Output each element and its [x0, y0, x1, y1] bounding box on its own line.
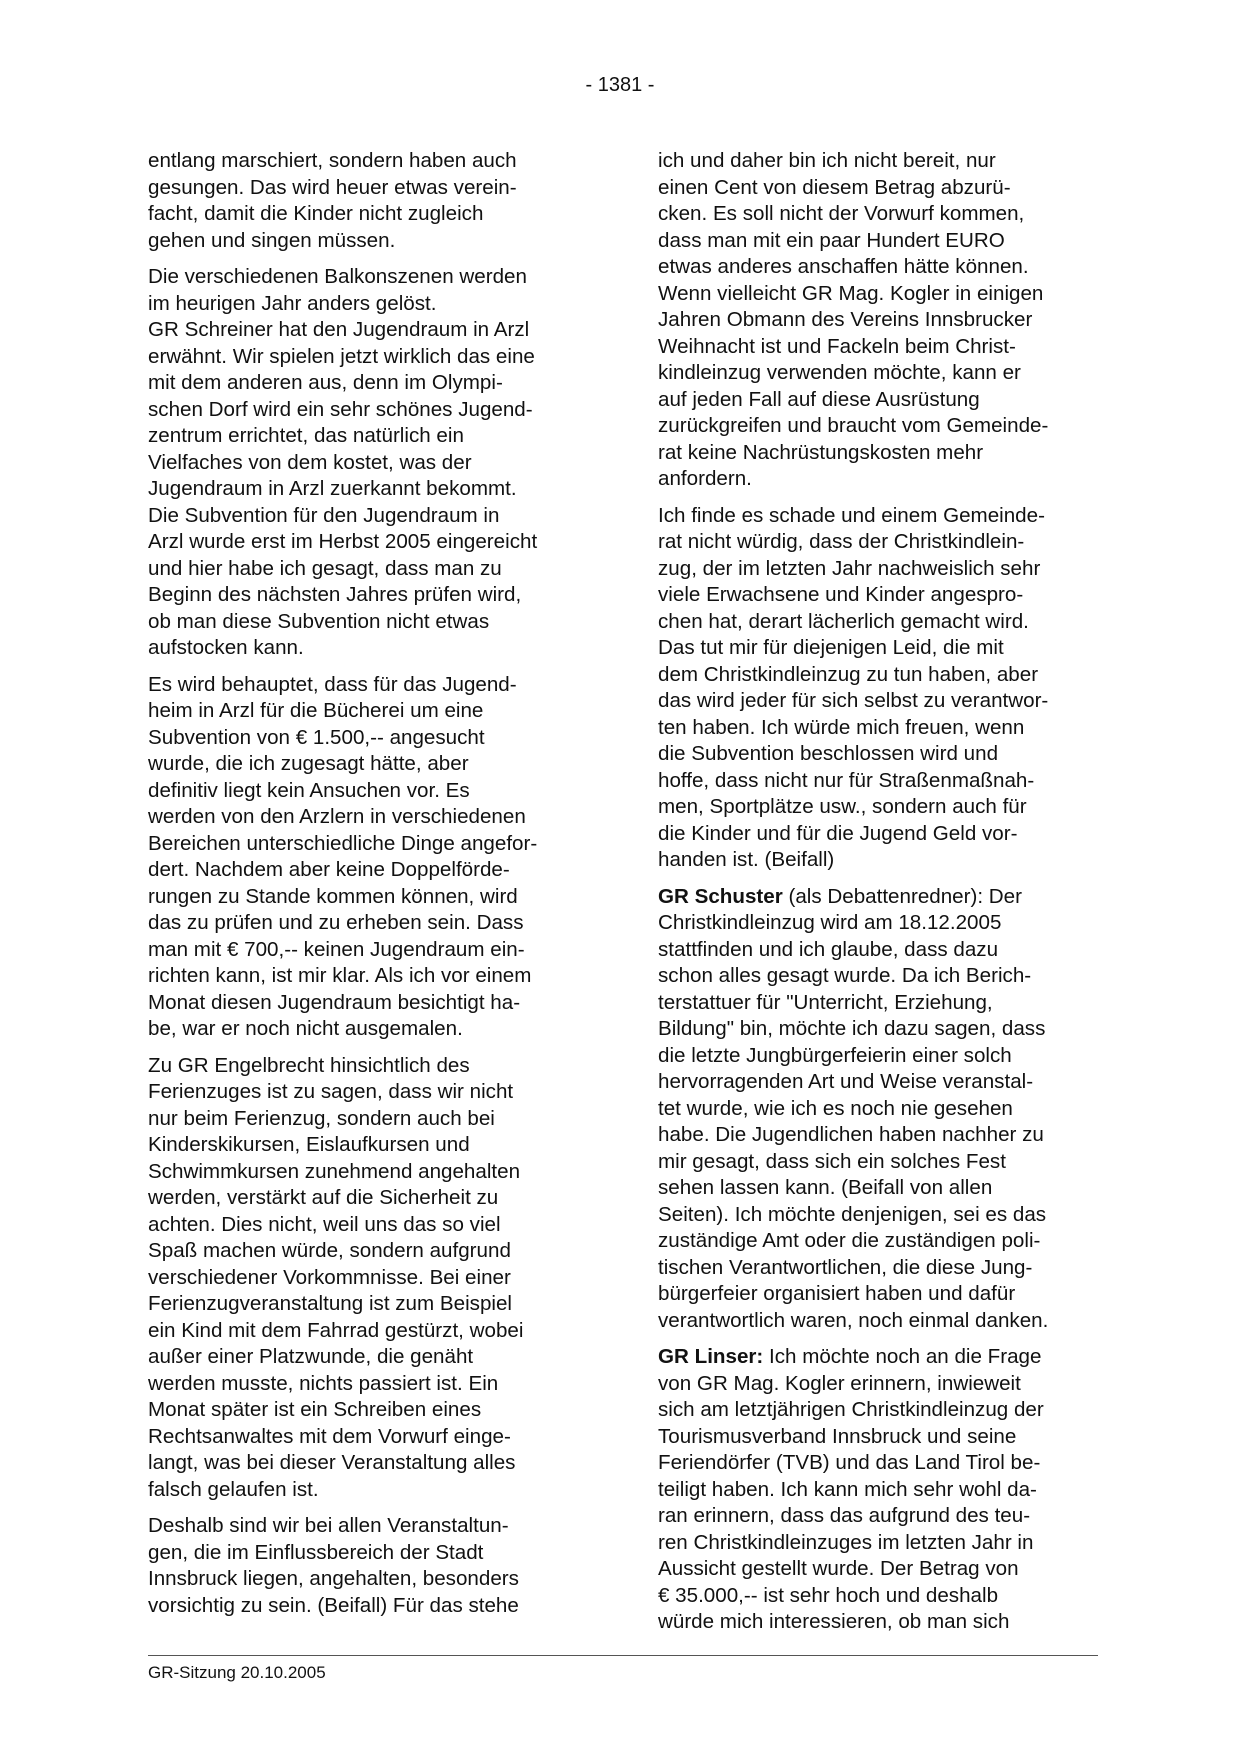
footer-divider [148, 1655, 1098, 1656]
right-text-column [658, 148, 1094, 1646]
paragraph: ich und daher bin ich nicht bereit, nur einen Cent von diesem Betrag abzurü- cken. Es soll nicht der Vorwurf kommen, dass man mit ein paar Hundert EURO etwas anderes anschaffen hätte können. Wenn vielleicht GR Mag. Kogler in einigen Jahren Obmann des Vereins Innsbrucker Weihnacht ist und Fackeln beim Christ- kindleinzug verwenden möchte, kann er auf jeden Fall auf diese Ausrüstung zurückgreifen und braucht vom Gemeinde- rat keine Nachrüstungskosten mehr anfordern. [658, 149, 1049, 490]
paragraph: Es wird behauptet, dass für das Jugend- heim in Arzl für die Bücherei um eine Subvention von € 1.500,-- angesucht wurde, die ich zugesagt hätte, aber definitiv liegt kein Ansuchen vor. Es werden von den Arzlern in verschiedenen Bereichen unterschiedliche Dinge angefor- dert. Nachdem aber keine Doppelförde- rungen zu Stande kommen können, wird das zu prüfen und zu erheben sein. Dass man mit € 700,-- keinen Jugendraum ein- richten kann, ist mir klar. Als ich vor einem Monat diesen Jugendraum besichtigt ha- be, war er noch nicht ausgemalen. [148, 672, 538, 1040]
speech-text: Ich möchte noch an die Frage von GR Mag. Kogler erinnern, inwieweit sich am letztjährigen Christkindleinzug der Tourismusverband Innsbruck und seine Feriendörfer (TVB) und das Land Tirol be- teiligt haben. Ich kann mich sehr wohl da- ran erinnern, dass das aufgrund des teu- ren Christkindleinzuges im letzten Jahr in Aussicht gestellt wurde. Der Betrag von € 35.000,-- ist sehr hoch und deshalb würde mich interessieren, ob man sich [658, 1345, 1044, 1633]
speech-text: (als Debattenredner): Der Christkindleinzug wird am 18.12.2005 stattfinden und ich glaube, dass dazu schon alles gesagt wurde. Da ich Berich- terstattuer für "Unterricht, Erziehung, Bildung" bin, möchte ich dazu sagen, dass die letzte Jungbürgerfeierin einer solch hervorragenden Art und Weise veranstal- tet wurde, wie ich es noch nie gesehen habe. Die Jugendlichen haben nachher zu mir gesagt, dass sich ein solches Fest sehen lassen kann. (Beifall von allen Seiten). Ich möchte denjenigen, sei es das zuständige Amt oder die zuständigen poli- tischen Verantwortlichen, die diese Jung- bürgerfeier organisiert haben und dafür verantwortlich waren, noch einmal danken. [658, 884, 1049, 1332]
left-text-column [148, 148, 584, 1629]
paragraph: Die verschiedenen Balkonszenen werden im heurigen Jahr anders gelöst. GR Schreiner hat den Jugendraum in Arzl erwähnt. Wir spielen jetzt wirklich das eine mit dem anderen aus, denn im Olympi- schen Dorf wird ein sehr schönes Jugend- zentrum errichtet, das natürlich ein Vielfaches von dem kostet, was der Jugendraum in Arzl zuerkannt bekommt. Die Subvention für den Jugendraum in Arzl wurde erst im Herbst 2005 eingereicht und hier habe ich gesagt, dass man zu Beginn des nächsten Jahres prüfen wird, ob man diese Subvention nicht etwas aufstocken kann. [148, 265, 538, 659]
paragraph: Deshalb sind wir bei allen Veranstaltun- gen, die im Einflussbereich der Stadt Innsbruck liegen, angehalten, besonders vorsichtig zu sein. (Beifall) Für das stehe [148, 1514, 519, 1617]
paragraph: Ich finde es schade und einem Gemeinde- rat nicht würdig, dass der Christkindlein- zug, der im letzten Jahr nachweislich sehr viele Erwachsene und Kinder angespro- chen hat, derart lächerlich gemacht wird. Das tut mir für diejenigen Leid, die mit dem Christkindleinzug zu tun haben, aber das wird jeder für sich selbst zu verantwor- ten haben. Ich würde mich freuen, wenn die Subvention beschlossen wird und hoffe, dass nicht nur für Straßenmaßnah- men, Sportplätze usw., sondern auch für die Kinder und für die Jugend Geld vor- handen ist. (Beifall) [658, 503, 1049, 871]
paragraph: Zu GR Engelbrecht hinsichtlich des Ferienzuges ist zu sagen, dass wir nicht nur beim Ferienzug, sondern auch bei Kinderskikursen, Eislaufkursen und Schwimmkursen zunehmend angehalten werden, verstärkt auf die Sicherheit zu achten. Dies nicht, weil uns das so viel Spaß machen würde, sondern aufgrund verschiedener Vorkommnisse. Bei einer Ferienzugveranstaltung ist zum Beispiel ein Kind mit dem Fahrrad gestürzt, wobei außer einer Platzwunde, die genäht werden musste, nichts passiert ist. Ein Monat später ist ein Schreiben eines Rechtsanwaltes mit dem Vorwurf einge- langt, was bei dieser Veranstaltung alles falsch gelaufen ist. [148, 1053, 524, 1501]
paragraph: entlang marschiert, sondern haben auch gesungen. Das wird heuer etwas verein- facht, damit die Kinder nicht zugleich gehen und singen müssen. [148, 149, 517, 252]
speech-paragraph-schuster [658, 884, 1094, 1335]
speaker-name: GR Linser: [658, 1345, 764, 1368]
page-number: - 1381 - [585, 74, 655, 96]
speaker-name: GR Schuster [658, 884, 783, 908]
speech-paragraph-linser [658, 1344, 1094, 1636]
footer-session-label: GR-Sitzung 20.10.2005 [148, 1663, 326, 1682]
